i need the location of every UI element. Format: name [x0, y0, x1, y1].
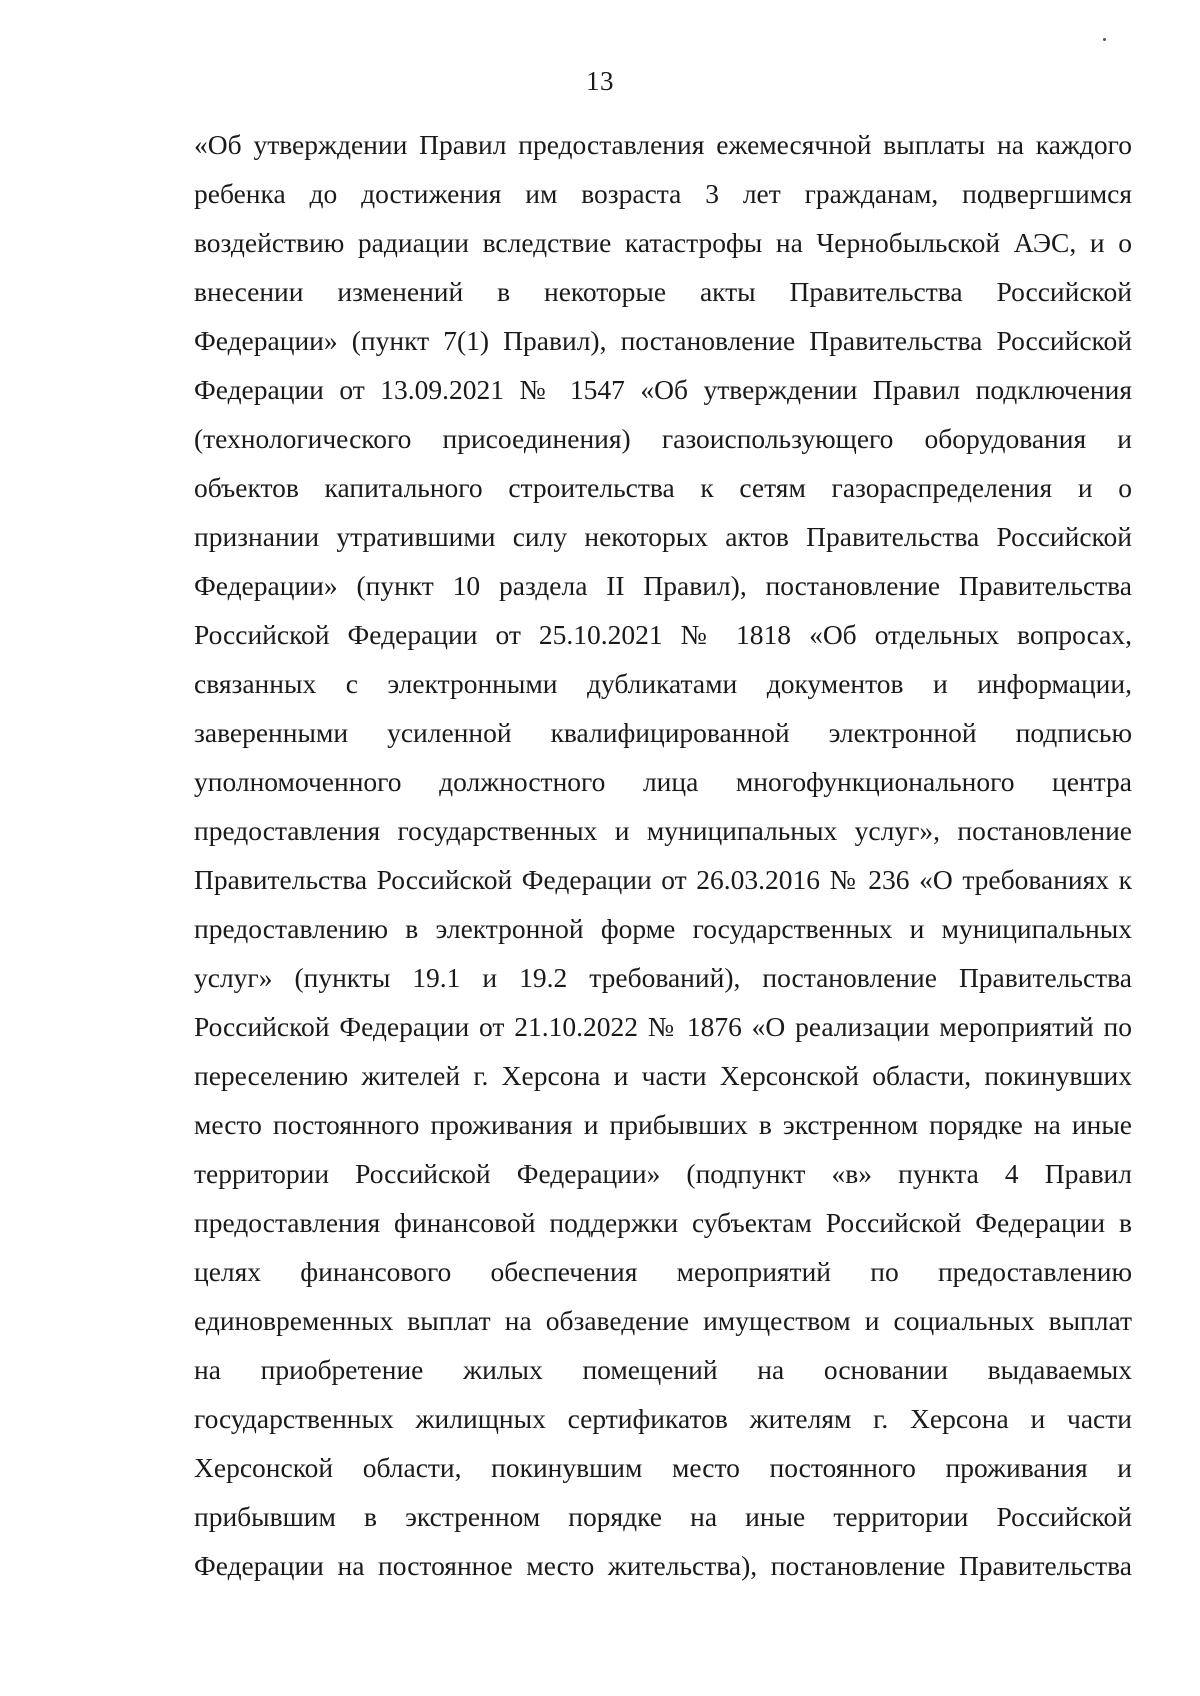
text-line: предоставления государственных и муниципальных услуг», постановление	[194, 815, 1132, 846]
text-line: Федерации от 13.09.2021 № 1547 «Об утверждении Правил подключения	[194, 374, 1132, 405]
page-number: 13	[586, 66, 614, 96]
text-line: Российской Федерации от 21.10.2022 № 1876 «О реализации мероприятий по	[194, 1011, 1132, 1042]
text-line: государственных жилищных сертификатов жителям г. Херсона и части	[194, 1403, 1132, 1434]
text-line: на приобретение жилых помещений на основании выдаваемых	[194, 1354, 1132, 1385]
text-line: Российской Федерации от 25.10.2021 № 1818 «Об отдельных вопросах,	[194, 619, 1132, 650]
text-line: связанных с электронными дубликатами документов и информации,	[194, 668, 1132, 699]
text-line: объектов капитального строительства к сетям газораспределения и о	[194, 472, 1132, 503]
text-line: ребенка до достижения им возраста 3 лет гражданам, подвергшимся	[194, 178, 1132, 209]
text-line: Федерации на постоянное место жительства), постановление Правительства	[194, 1550, 1132, 1581]
text-line: внесении изменений в некоторые акты Правительства Российской	[194, 276, 1132, 307]
text-line: единовременных выплат на обзаведение имуществом и социальных выплат	[194, 1305, 1132, 1336]
scan-artifact-dot	[1103, 38, 1106, 41]
text-line: прибывшим в экстренном порядке на иные территории Российской	[194, 1501, 1132, 1532]
text-line: заверенными усиленной квалифицированной электронной подписью	[194, 717, 1132, 748]
text-line: уполномоченного должностного лица многофункционального центра	[194, 766, 1132, 797]
text-line: признании утратившими силу некоторых актов Правительства Российской	[194, 521, 1132, 552]
text-line: «Об утверждении Правил предоставления ежемесячной выплаты на каждого	[194, 129, 1132, 160]
text-line: предоставления финансовой поддержки субъектам Российской Федерации в	[194, 1207, 1132, 1238]
text-line: (технологического присоединения) газоиспользующего оборудования и	[194, 423, 1132, 454]
text-line: Херсонской области, покинувшим место постоянного проживания и	[194, 1452, 1132, 1483]
text-line: Федерации» (пункт 10 раздела II Правил), постановление Правительства	[194, 570, 1132, 601]
text-line: территории Российской Федерации» (подпункт «в» пункта 4 Правил	[194, 1158, 1132, 1189]
text-line: Федерации» (пункт 7(1) Правил), постановление Правительства Российской	[194, 325, 1132, 356]
text-line: предоставлению в электронной форме государственных и муниципальных	[194, 913, 1132, 944]
text-line: Правительства Российской Федерации от 26.03.2016 № 236 «О требованиях к	[194, 864, 1132, 895]
text-line: услуг» (пункты 19.1 и 19.2 требований), постановление Правительства	[194, 962, 1132, 993]
text-line: целях финансового обеспечения мероприятий по предоставлению	[194, 1256, 1132, 1287]
text-line: воздействию радиации вследствие катастрофы на Чернобыльской АЭС, и о	[194, 227, 1132, 258]
text-line: переселению жителей г. Херсона и части Херсонской области, покинувших	[194, 1060, 1132, 1091]
body-text	[194, 120, 1132, 1590]
text-line: место постоянного проживания и прибывших в экстренном порядке на иные	[194, 1109, 1132, 1140]
